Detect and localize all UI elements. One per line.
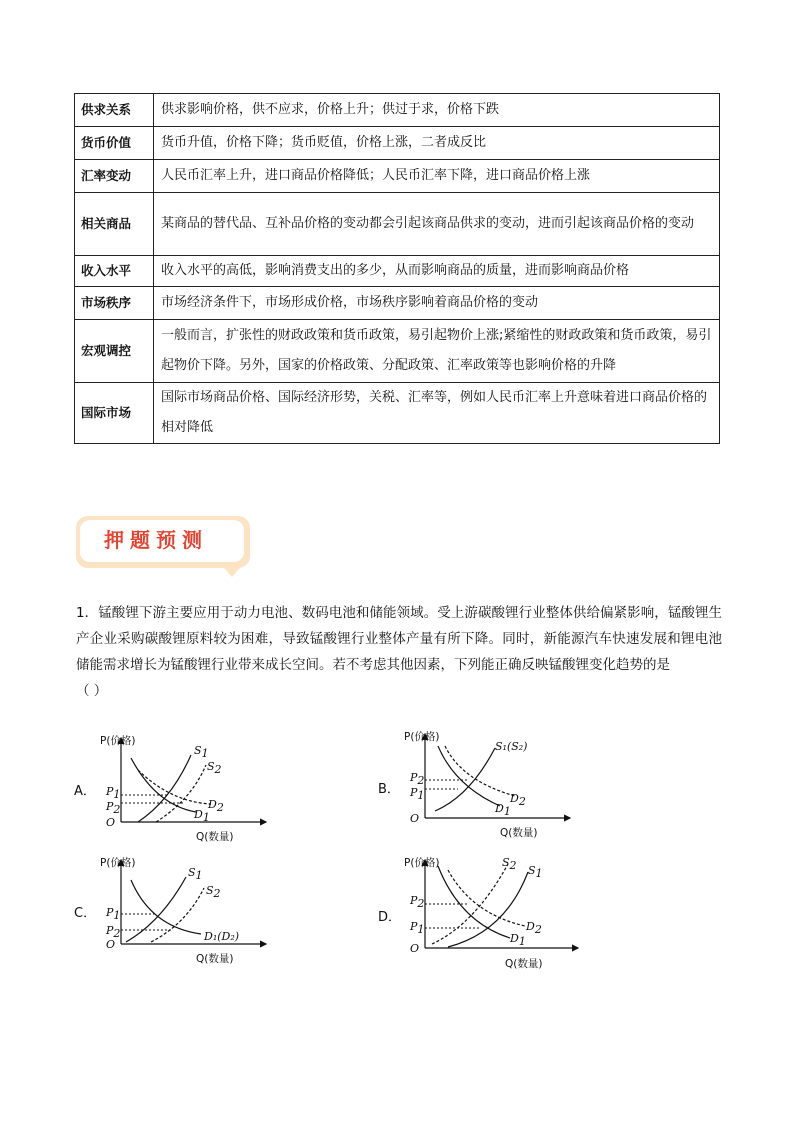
label-s2: S2 (207, 760, 222, 776)
table-row (75, 127, 720, 160)
table-row (75, 160, 720, 193)
option-letter: D． (378, 910, 402, 925)
label-p2: P2 (106, 800, 121, 816)
factor-name-cell: 国际市场 (75, 383, 154, 444)
origin-label: O (410, 812, 420, 825)
curve-s1 (126, 877, 186, 942)
table-row (75, 287, 720, 320)
x-axis-label: Q(数量) (196, 831, 234, 843)
curve-s2 (432, 864, 508, 944)
factor-description-cell: 货币升值，价格下降；货币贬值，价格上涨，二者成反比 (154, 127, 720, 160)
y-axis-label: P(价格) (100, 857, 136, 869)
question-text: 锰酸锂下游主要应用于动力电池、数码电池和储能领域。受上游碳酸锂行业整体供给偏紧影响，锰酸锂生产企业采购碳酸锂原料较为困难，导致锰酸锂行业整体产量有所下降。同时，新能源汽车快速发展和锂电池储能需求增长为锰酸锂行业带来成长空间。若不考虑其他因素，下列能正确反映锰酸锂变化趋势的是 (76, 605, 722, 673)
graph-b (400, 726, 590, 841)
origin-label: O (106, 938, 116, 951)
y-axis-label: P(价格) (100, 735, 136, 747)
label-d2: D2 (526, 920, 542, 936)
x-axis-label: Q(数量) (505, 958, 543, 970)
section-banner (76, 516, 252, 572)
banner-title: 押题预测 (104, 528, 208, 552)
question-number: 1． (76, 605, 99, 621)
label-s2: S2 (502, 856, 517, 872)
label-d2: D2 (208, 798, 224, 814)
factor-description-cell: 人民币汇率上升，进口商品价格降低；人民币汇率下降，进口商品价格上涨 (154, 160, 720, 193)
label-s1: S1 (188, 866, 203, 882)
factor-description-cell: 收入水平的高低，影响消费支出的多少，从而影响商品的质量，进而影响商品价格 (154, 256, 720, 287)
label-p2: P2 (106, 924, 121, 940)
factor-description-cell: 供求影响价格，供不应求，价格上升；供过于求，价格下跌 (154, 94, 720, 127)
curve-d2 (445, 746, 515, 796)
banner-tail-decoration (224, 568, 240, 577)
x-axis-label: Q(数量) (196, 953, 234, 965)
factor-description-cell: 市场经济条件下，市场形成价格，市场秩序影响着商品价格的变动 (154, 287, 720, 320)
factor-name-cell: 货币价值 (75, 127, 154, 160)
table-row (75, 320, 720, 383)
factor-name-cell: 市场秩序 (75, 287, 154, 320)
option-letter: C． (74, 906, 97, 921)
label-p1: P1 (106, 785, 121, 801)
table-row (75, 193, 720, 256)
curve-d2 (138, 770, 211, 804)
y-axis-label: P(价格) (404, 731, 440, 743)
option-letter: B． (378, 782, 400, 797)
factor-name-cell: 汇率变动 (75, 160, 154, 193)
factor-name-cell: 相关商品 (75, 193, 154, 256)
label-p1: P1 (410, 920, 425, 936)
factor-description-cell: 国际市场商品价格、国际经济形势，关税、汇率等，例如人民币汇率上升意味着进口商品价格的相对降低 (154, 383, 720, 444)
table-row (75, 256, 720, 287)
label-s1s2: S₁(S₂) (495, 740, 528, 753)
y-axis-label: P(价格) (404, 857, 440, 869)
factor-name-cell: 供求关系 (75, 94, 154, 127)
label-s1: S1 (194, 744, 209, 760)
label-d1d2: D₁(D₂) (204, 930, 240, 943)
factor-name-cell: 宏观调控 (75, 320, 154, 383)
answer-blank: （ ） (76, 683, 108, 699)
table-body (75, 94, 720, 444)
label-s1: S1 (528, 864, 543, 880)
label-d2: D2 (510, 792, 526, 808)
table-row (75, 383, 720, 444)
label-d1: D1 (510, 932, 526, 948)
graph-a (96, 730, 286, 845)
table-row (75, 94, 720, 127)
label-p2: P2 (410, 771, 425, 787)
label-s2: S2 (206, 884, 221, 900)
label-d1: D1 (194, 808, 210, 824)
origin-label: O (106, 816, 116, 829)
label-p1: P1 (106, 906, 121, 922)
origin-label: O (410, 942, 420, 955)
label-d1: D1 (495, 802, 511, 818)
price-factor-table (74, 93, 720, 444)
factor-name-cell: 收入水平 (75, 256, 154, 287)
label-p1: P1 (410, 786, 425, 802)
label-p2: P2 (410, 894, 425, 910)
question-block (76, 600, 722, 704)
option-letter: A． (74, 784, 96, 799)
factor-description-cell: 一般而言，扩张性的财政政策和货币政策，易引起物价上涨;紧缩性的财政政策和货币政策，易引起物价下降。另外，国家的价格政策、分配政策、汇率政策等也影响价格的升降 (154, 320, 720, 383)
graph-c (96, 852, 286, 967)
curve-s1 (138, 755, 191, 822)
graph-d (400, 852, 600, 972)
x-axis-label: Q(数量) (500, 827, 538, 839)
factor-description-cell: 某商品的替代品、互补品价格的变动都会引起该商品供求的变动，进而引起该商品价格的变动 (154, 193, 720, 256)
